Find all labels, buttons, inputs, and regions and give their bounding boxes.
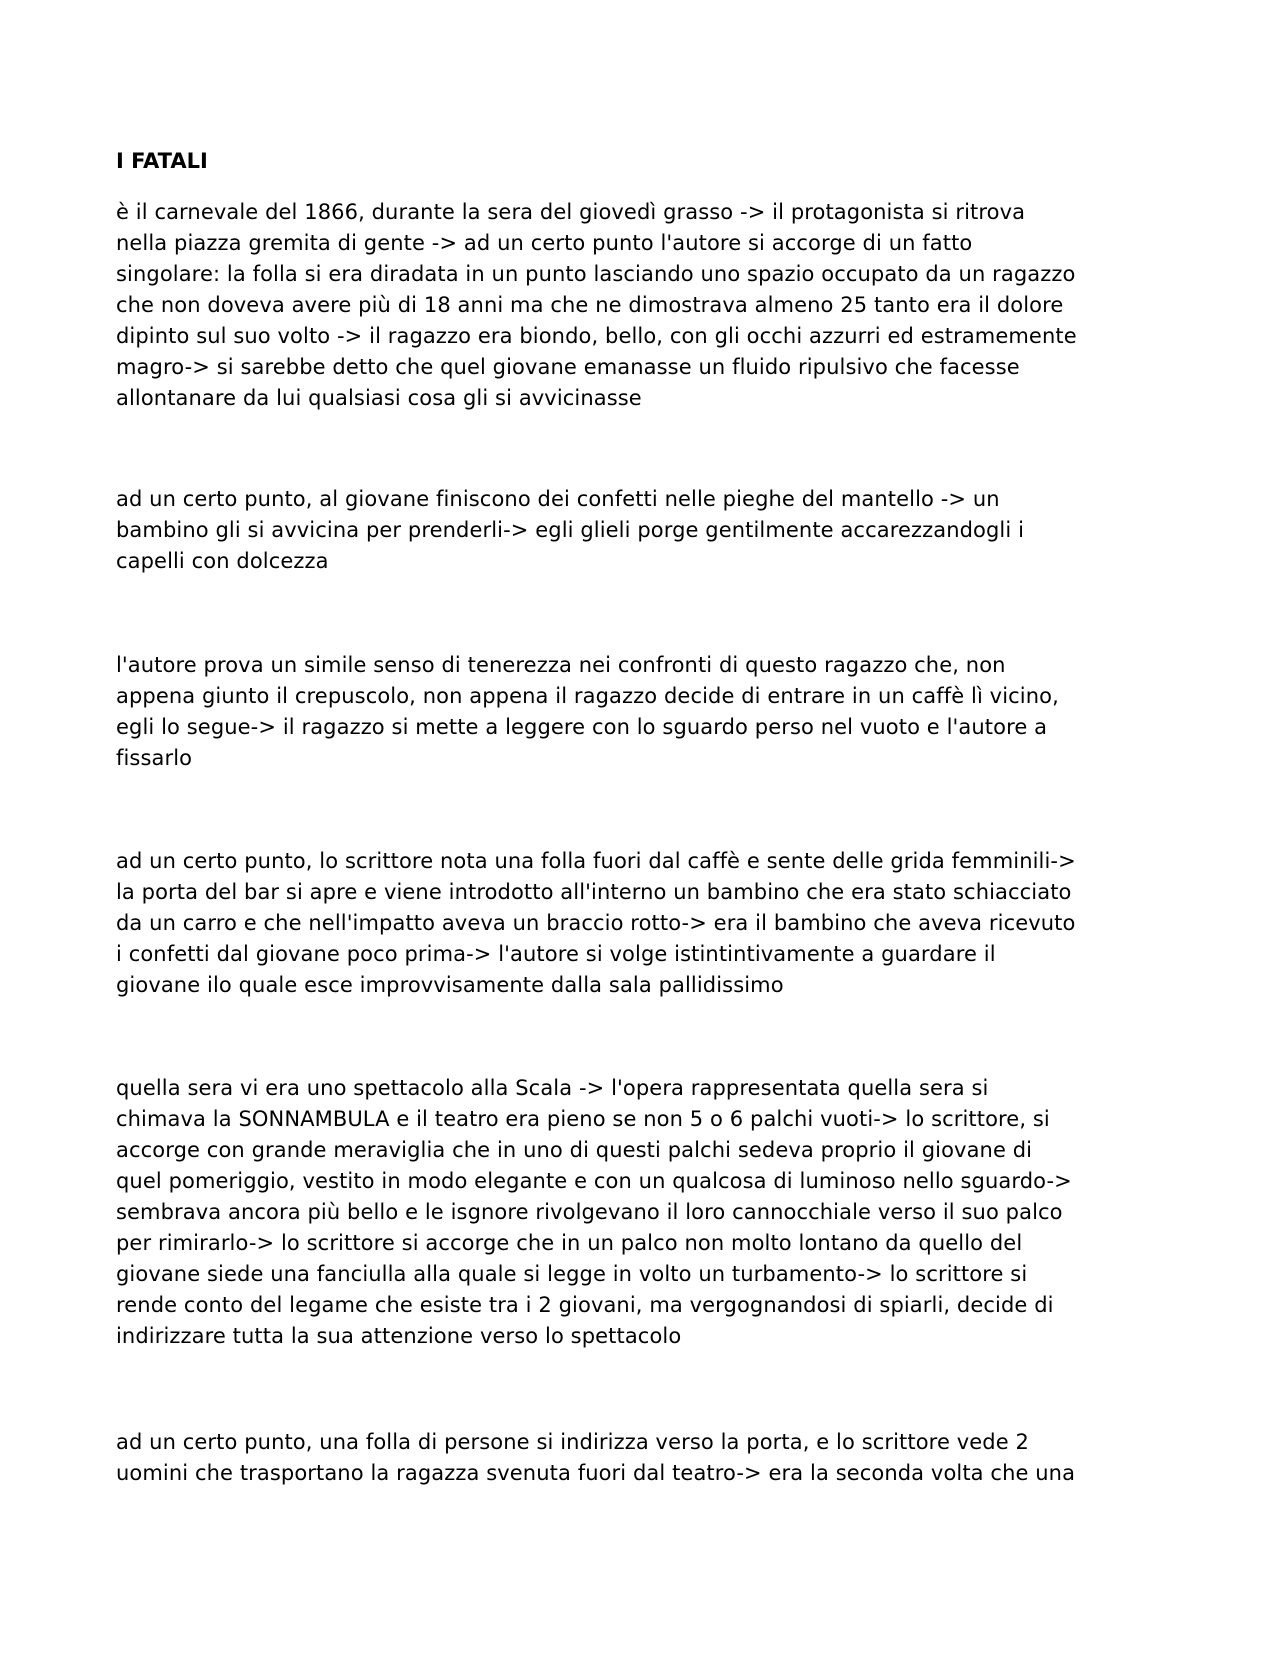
text-line: da un carro e che nell'impatto aveva un braccio rotto-> era il bambino che aveva ricevuto bbox=[116, 911, 1076, 935]
paragraph-5 bbox=[116, 1073, 1072, 1352]
text-line: dipinto sul suo volto -> il ragazzo era biondo, bello, con gli occhi azzurri ed estramemente bbox=[116, 324, 1077, 348]
text-line: è il carnevale del 1866, durante la sera del giovedì grasso -> il protagonista si ritrova bbox=[116, 200, 1026, 224]
text-line: bambino gli si avvicina per prenderli-> egli glieli porge gentilmente accarezzandogli i bbox=[116, 518, 1024, 542]
text-line: uomini che trasportano la ragazza svenuta fuori dal teatro-> era la seconda volta che una bbox=[116, 1461, 1076, 1485]
text-line: per rimirarlo-> lo scrittore si accorge che in un palco non molto lontano da quello del bbox=[116, 1231, 1023, 1255]
text-line: magro-> si sarebbe detto che quel giovane emanasse un fluido ripulsivo che facesse bbox=[116, 355, 1020, 379]
text-line: rende conto del legame che esiste tra i 2 giovani, ma vergognandosi di spiarli, decide di bbox=[116, 1293, 1054, 1317]
paragraph-2 bbox=[116, 484, 1024, 577]
text-line: ad un certo punto, una folla di persone si indirizza verso la porta, e lo scrittore vede 2 bbox=[116, 1430, 1029, 1454]
paragraph-4 bbox=[116, 846, 1076, 1001]
text-line: l'autore prova un simile senso di tenerezza nei confronti di questo ragazzo che, non bbox=[116, 653, 1006, 677]
paragraph-3 bbox=[116, 650, 1059, 774]
text-line: appena giunto il crepuscolo, non appena il ragazzo decide di entrare in un caffè lì vicino, bbox=[116, 684, 1059, 708]
text-line: che non doveva avere più di 18 anni ma che ne dimostrava almeno 25 tanto era il dolore bbox=[116, 293, 1064, 317]
text-line: allontanare da lui qualsiasi cosa gli si avvicinasse bbox=[116, 386, 642, 410]
text-line: capelli con dolcezza bbox=[116, 549, 329, 573]
text-line: quella sera vi era uno spettacolo alla Scala -> l'opera rappresentata quella sera si bbox=[116, 1076, 989, 1100]
paragraph-1 bbox=[116, 197, 1077, 414]
text-line: la porta del bar si apre e viene introdotto all'interno un bambino che era stato schiacciato bbox=[116, 880, 1072, 904]
text-line: indirizzare tutta la sua attenzione verso lo spettacolo bbox=[116, 1324, 682, 1348]
text-line: egli lo segue-> il ragazzo si mette a leggere con lo sguardo perso nel vuoto e l'autore a bbox=[116, 715, 1048, 739]
text-line: accorge con grande meraviglia che in uno di questi palchi sedeva proprio il giovane di bbox=[116, 1138, 1033, 1162]
document-title: I FATALI bbox=[116, 149, 208, 173]
text-line: giovane ilo quale esce improvvisamente dalla sala pallidissimo bbox=[116, 973, 784, 997]
text-line: nella piazza gremita di gente -> ad un certo punto l'autore si accorge di un fatto bbox=[116, 231, 973, 255]
text-line: ad un certo punto, lo scrittore nota una folla fuori dal caffè e sente delle grida femminili-> bbox=[116, 849, 1076, 873]
text-line: chimava la SONNAMBULA e il teatro era pieno se non 5 o 6 palchi vuoti-> lo scrittore, si bbox=[116, 1107, 1050, 1131]
paragraph-6 bbox=[116, 1427, 1075, 1489]
text-line: ad un certo punto, al giovane finiscono dei confetti nelle pieghe del mantello -> un bbox=[116, 487, 1000, 511]
text-line: sembrava ancora più bello e le isgnore rivolgevano il loro cannocchiale verso il suo palco bbox=[116, 1200, 1063, 1224]
text-line: fissarlo bbox=[116, 746, 193, 770]
text-line: quel pomeriggio, vestito in modo elegante e con un qualcosa di luminoso nello sguardo-> bbox=[116, 1169, 1072, 1193]
text-line: i confetti dal giovane poco prima-> l'autore si volge istintintivamente a guardare il bbox=[116, 942, 996, 966]
text-line: singolare: la folla si era diradata in un punto lasciando uno spazio occupato da un ragazzo bbox=[116, 262, 1076, 286]
text-line: giovane siede una fanciulla alla quale si legge in volto un turbamento-> lo scrittore si bbox=[116, 1262, 1028, 1286]
